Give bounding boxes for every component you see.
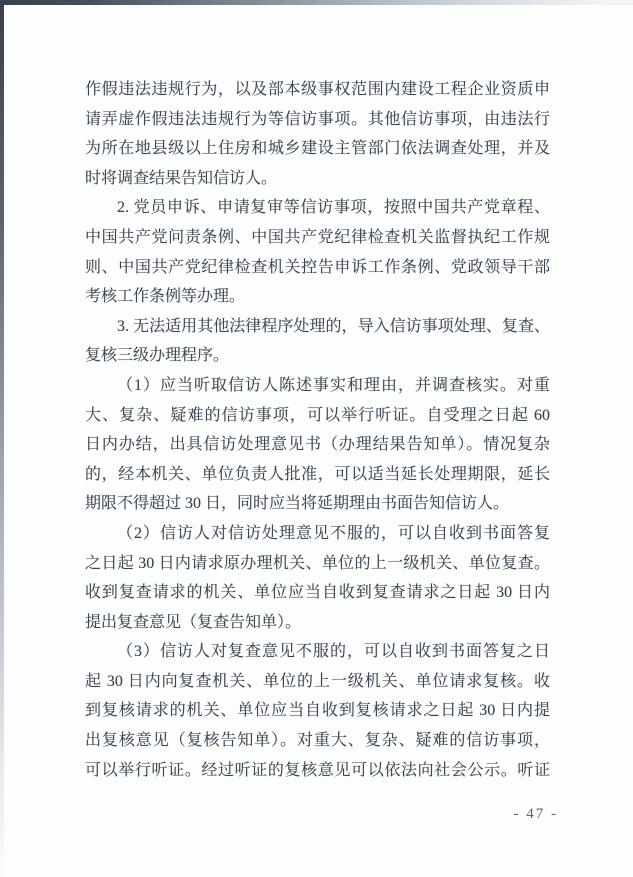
text-line: （3）信访人对复查意见不服的，可以自收到书面答复之日 (117, 643, 550, 661)
text-line: 中国共产党问责条例、中国共产党纪律检查机关监督执纪工作规 (85, 228, 550, 246)
text-line: 3. 无法适用其他法律程序处理的，导入信访事项处理、复查、 (117, 317, 550, 335)
page-number: - 47 - (513, 806, 558, 822)
text-line: （2）信访人对信访处理意见不服的，可以自收到书面答复 (117, 524, 550, 542)
text-line: 可以举行听证。经过听证的复核意见可以依法向社会公示。听证 (85, 761, 550, 779)
text-line: 日内办结，出具信访处理意见书（办理结果告知单）。情况复杂 (85, 436, 550, 454)
text-line: 起 30 日内向复查机关、单位的上一级机关、单位请求复核。收 (85, 672, 550, 690)
text-line: 请弄虚作假违法违规行为等信访事项。其他信访事项，由违法行 (85, 110, 550, 128)
text-line: 复核三级办理程序。 (85, 347, 230, 365)
text-line: 为所在地县级以上住房和城乡建设主管部门依法调查处理，并及 (85, 140, 550, 158)
text-line: 的，经本机关、单位负责人批准，可以适当延长处理期限，延长 (85, 465, 550, 483)
text-line: 考核工作条例等办理。 (85, 288, 246, 306)
text-line: 大、复杂、疑难的信访事项，可以举行听证。自受理之日起 60 (85, 406, 550, 424)
text-line: 2. 党员申诉、申请复审等信访事项，按照中国共产党章程、 (117, 199, 550, 217)
text-line: 则、中国共产党纪律检查机关控告申诉工作条例、党政领导干部 (85, 258, 550, 276)
text-line: （1）应当听取信访人陈述事实和理由，并调查核实。对重 (117, 376, 550, 394)
text-line: 时将调查结果告知信访人。 (85, 169, 278, 187)
scan-edge-left (0, 0, 4, 877)
text-line: 收到复查请求的机关、单位应当自收到复查请求之日起 30 日内 (85, 584, 550, 602)
text-line: 到复核请求的机关、单位应当自收到复核请求之日起 30 日内提 (85, 702, 550, 720)
scan-edge-top (0, 0, 633, 5)
text-line: 作假违法违规行为，以及部本级事权范围内建设工程企业资质申 (85, 81, 550, 98)
body-text-block (85, 75, 550, 785)
text-line: 出复核意见（复核告知单）。对重大、复杂、疑难的信访事项， (85, 732, 550, 750)
text-line: 之日起 30 日内请求原办理机关、单位的上一级机关、单位复查。 (85, 554, 550, 572)
text-line: 期限不得超过 30 日，同时应当将延期理由书面告知信访人。 (85, 495, 510, 513)
text-line: 提出复查意见（复查告知单）。 (85, 613, 302, 631)
